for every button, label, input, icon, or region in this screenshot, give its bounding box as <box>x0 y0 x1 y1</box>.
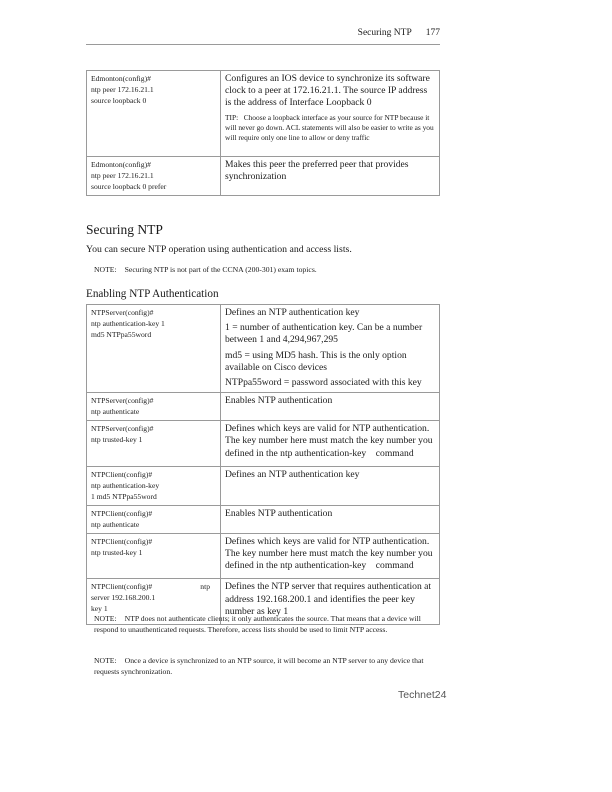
command-cell <box>87 505 221 533</box>
section-intro: You can secure NTP operation using authentication and access lists. <box>86 244 352 255</box>
command-cell <box>87 533 221 579</box>
command-line: source loopback 0 prefer <box>91 182 167 191</box>
description-cell <box>221 466 440 505</box>
description-text: Configures an IOS device to synchronize its software clock to a peer at 172.16.21.1. The source IP address is the address of Interface Loopback 0 <box>225 73 430 109</box>
note-text: NTP does not authenticate clients; it only authenticates the source. That means that a device will respond to unauthenticated requests. Therefore, access lists should be used to limit NTP access. <box>94 614 421 634</box>
description-cell <box>221 533 440 579</box>
command-line: NTPServer(config)# <box>91 396 154 406</box>
description-text: Enables NTP authentication <box>225 395 333 407</box>
tip-text: Choose a loopback interface as your source for NTP because it will never go down. ACL statements will also be easier to write as you will require only one line to allow or deny traffic <box>225 112 434 142</box>
command-line: 1 md5 NTPpa55word <box>91 491 157 501</box>
description-cell <box>221 393 440 421</box>
command-keyword: ntp <box>200 582 210 592</box>
command-line: server 192.168.200.1 <box>91 593 156 603</box>
command-cell <box>87 393 221 421</box>
command-line: NTPClient(config)# <box>91 508 153 518</box>
table-row <box>87 71 440 157</box>
command-prompt: NTPClient(config)# <box>91 582 153 592</box>
command-line: md5 NTPpa55word <box>91 330 152 339</box>
description-cell <box>221 71 440 157</box>
command-line: Edmonton(config)# <box>91 160 151 169</box>
table-row <box>87 157 440 196</box>
footer-brand: Technet24 <box>398 689 447 701</box>
description-cell <box>221 157 440 196</box>
note-label: NOTE: <box>94 656 117 665</box>
description-text: 1 = number of authentication key. Can be a number between 1 and 4,294,967,295 <box>225 322 423 346</box>
command-cell <box>87 466 221 505</box>
bottom-note <box>94 656 424 677</box>
page-number: 177 <box>425 28 440 38</box>
subsection-title: Enabling NTP Authentication <box>86 288 219 300</box>
command-line: NTPClient(config)# <box>91 536 153 546</box>
header-title: Securing NTP <box>357 28 412 38</box>
command-line: ntp authenticate <box>91 519 140 529</box>
table-row <box>87 421 440 467</box>
description-text: NTPpa55word = password associated with this key <box>225 377 422 389</box>
command-line <box>91 581 216 592</box>
running-header <box>86 28 440 45</box>
note-text: Once a device is synchronized to an NTP source, it will become an NTP server to any device that requests synchronization. <box>94 656 424 676</box>
command-line: source loopback 0 <box>91 96 147 105</box>
command-line: NTPServer(config)# <box>91 308 154 317</box>
table-row <box>87 466 440 505</box>
command-line: ntp trusted-key 1 <box>91 547 143 557</box>
bottom-note <box>94 614 424 635</box>
command-line: ntp authenticate <box>91 407 140 417</box>
command-cell <box>87 305 221 393</box>
command-cell <box>87 421 221 467</box>
command-line: ntp peer 172.16.21.1 <box>91 85 154 94</box>
description-text: Enables NTP authentication <box>225 507 333 519</box>
note-label: NOTE: <box>94 614 117 623</box>
table-row <box>87 533 440 579</box>
command-cell <box>87 157 221 196</box>
description-text: Makes this peer the preferred peer that provides synchronization <box>225 159 409 183</box>
command-line: ntp authentication-key <box>91 480 160 490</box>
description-cell <box>221 421 440 467</box>
description-cell <box>221 505 440 533</box>
note-label: NOTE: <box>94 265 117 274</box>
table-row <box>87 393 440 421</box>
command-cell <box>87 71 221 157</box>
command-line: ntp trusted-key 1 <box>91 435 143 445</box>
command-line: key 1 <box>91 604 108 614</box>
description-text: Defines which keys are valid for NTP authentication. The key number here must match the key number you defined in the ntp authentication-key command <box>225 535 435 572</box>
description-text: Defines an NTP authentication key <box>225 468 360 480</box>
table-row <box>87 505 440 533</box>
table-row <box>87 305 440 393</box>
description-text: Defines an NTP authentication key <box>225 307 360 318</box>
description-text: Defines which keys are valid for NTP authentication. The key number here must match the key number you defined in the ntp authentication-key command <box>225 423 435 459</box>
command-line: NTPClient(config)# <box>91 469 153 479</box>
authentication-command-table <box>86 304 440 625</box>
section-title: Securing NTP <box>86 222 163 237</box>
tip-label: TIP: <box>225 112 239 122</box>
description-text: Defines the NTP server that requires authentication at address 192.168.200.1 and identifies the peer key number as key 1 <box>225 581 432 617</box>
description-cell <box>221 305 440 393</box>
command-line: ntp authentication-key 1 <box>91 319 165 328</box>
note-text: Securing NTP is not part of the CCNA (200-301) exam topics. <box>124 265 317 274</box>
command-line: NTPServer(config)# <box>91 424 154 434</box>
tip-note <box>225 113 435 143</box>
command-line: Edmonton(config)# <box>91 74 151 83</box>
command-line: ntp peer 172.16.21.1 <box>91 171 154 180</box>
section-note <box>94 265 424 276</box>
peer-command-table <box>86 70 440 196</box>
description-text: md5 = using MD5 hash. This is the only option available on Cisco devices <box>225 349 407 373</box>
